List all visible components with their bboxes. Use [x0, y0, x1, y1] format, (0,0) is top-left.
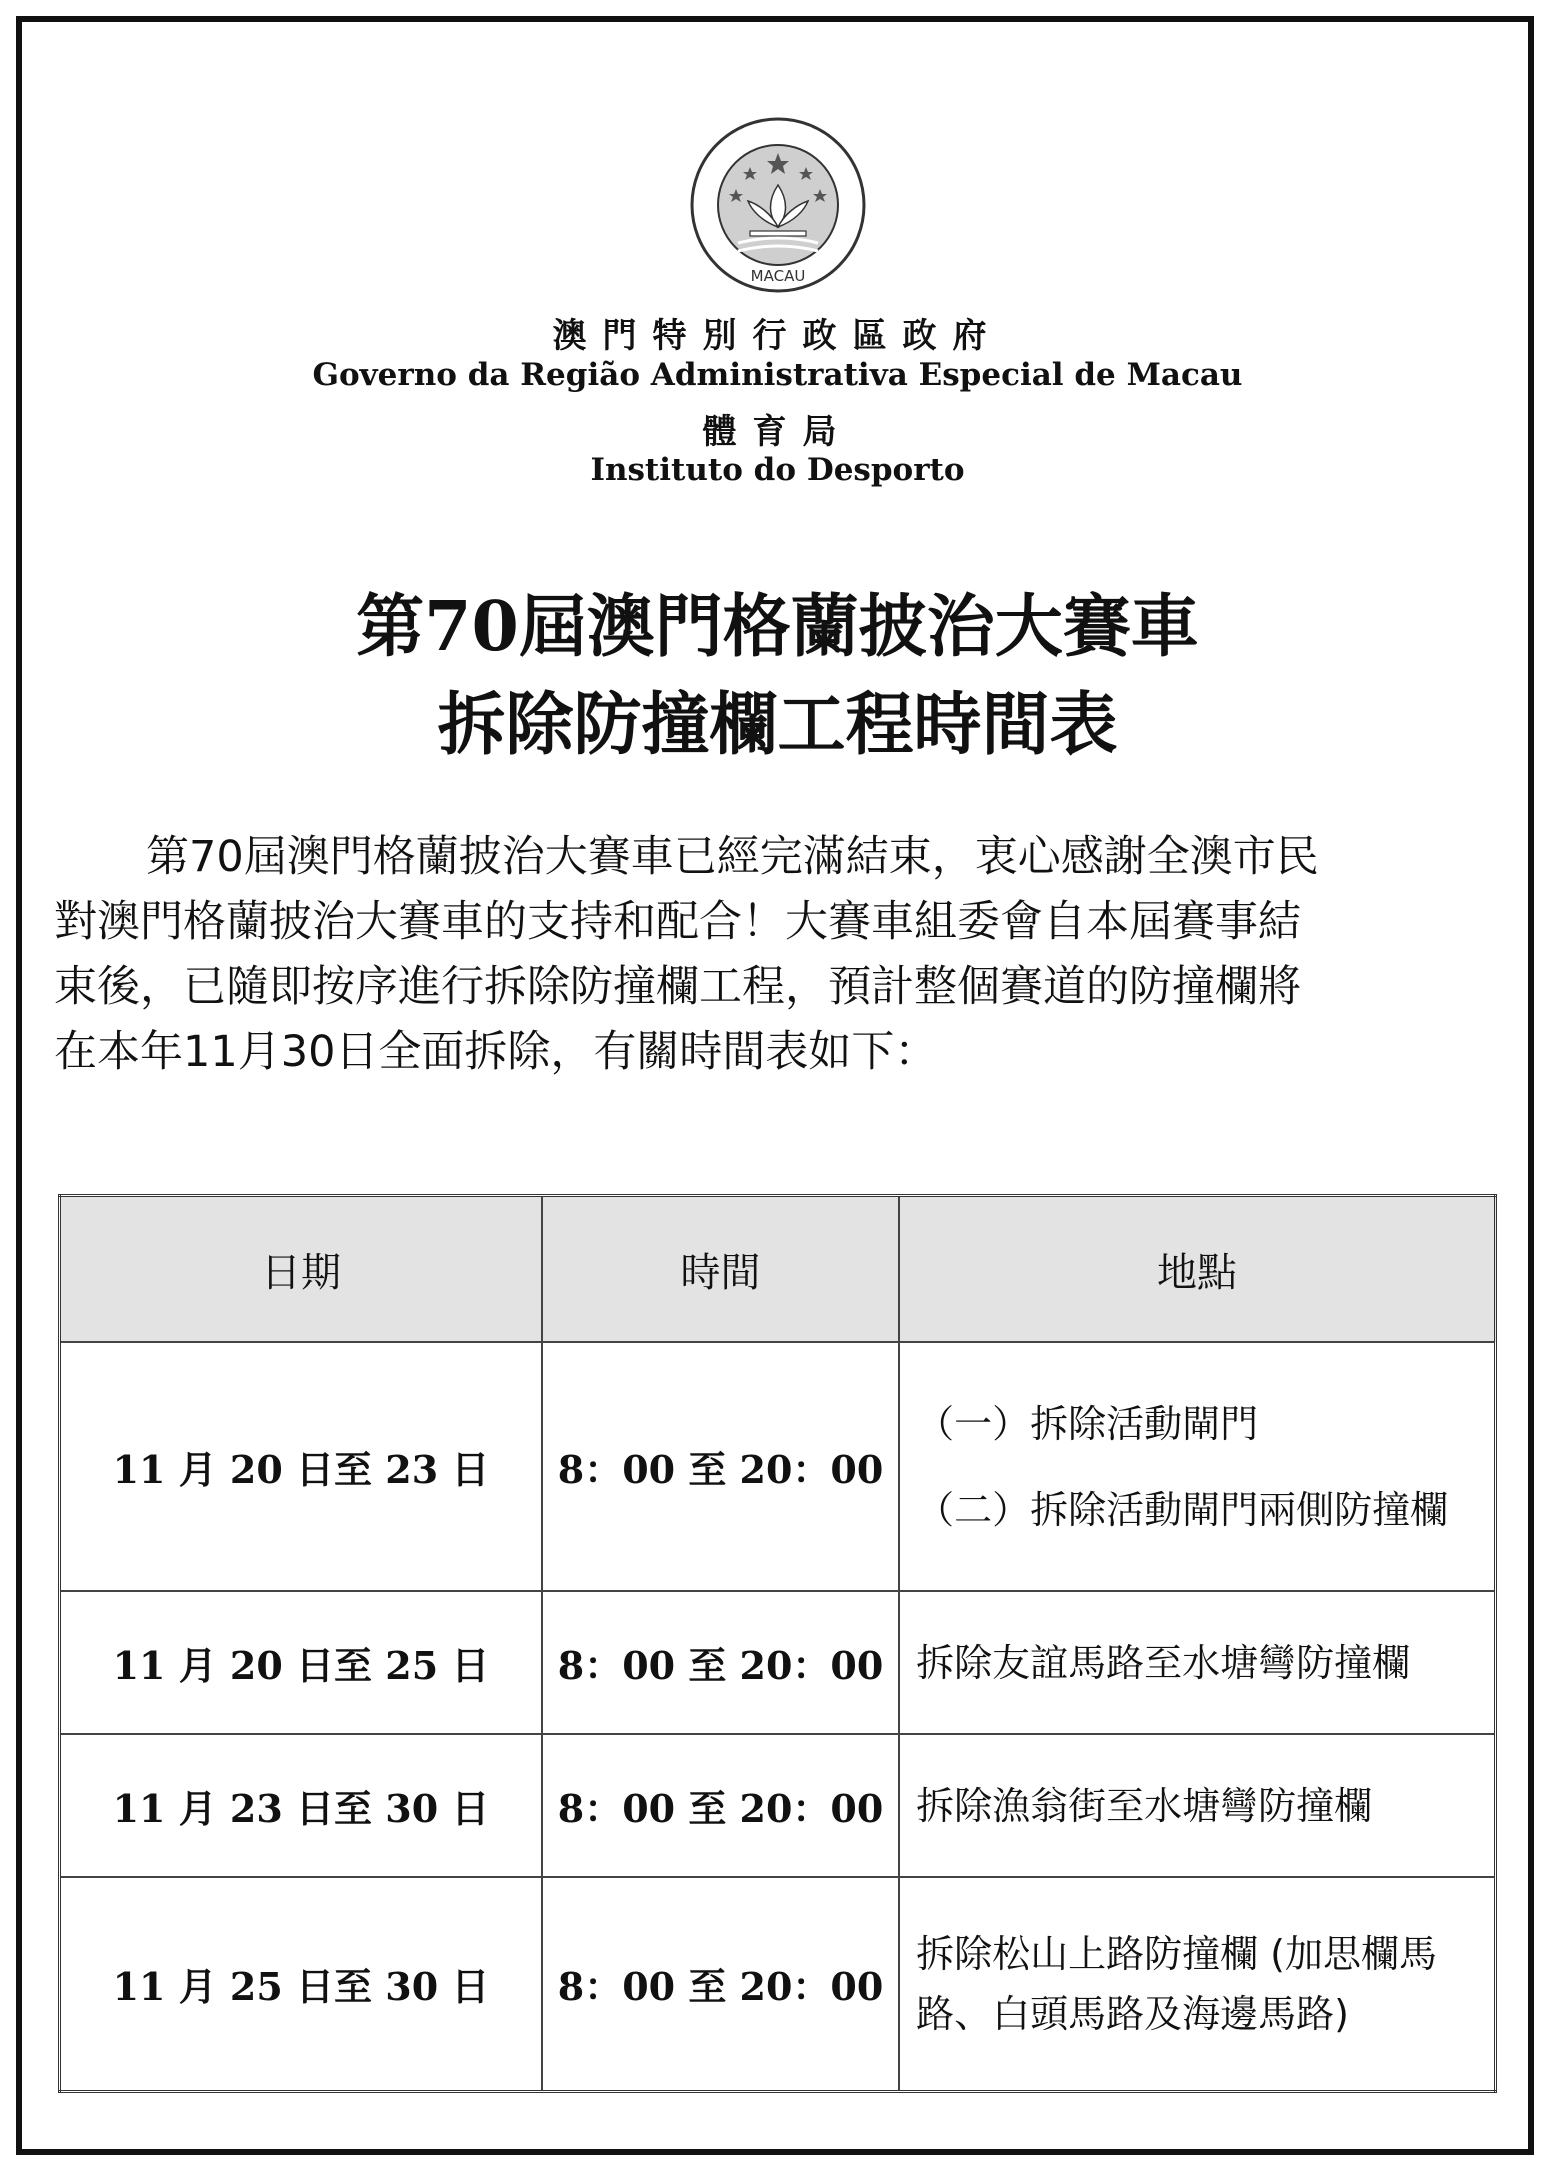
table-row	[60, 1734, 1496, 1877]
header-location: 地點	[899, 1196, 1495, 1343]
location-line: 路、白頭馬路及海邊馬路)	[916, 1991, 1349, 2036]
table-header-row	[60, 1196, 1496, 1343]
paragraph-line: 對澳門格蘭披治大賽車的支持和配合！大賽車組委會自本屆賽事結	[54, 897, 1301, 947]
cell-location	[899, 1342, 1495, 1591]
location-line: 拆除友誼馬路至水塘彎防撞欄	[916, 1640, 1411, 1685]
paragraph-line: 在本年11月30日全面拆除，有關時間表如下：	[54, 1027, 938, 1077]
table-row	[60, 1342, 1496, 1591]
paragraph-line: 第70屆澳門格蘭披治大賽車已經完滿結束，衷心感謝全澳市民	[146, 832, 1319, 882]
department-name-portuguese: Instituto do Desporto	[590, 452, 965, 488]
government-name-portuguese: Governo da Região Administrativa Especial de Macau	[312, 357, 1243, 393]
location-line: （二）拆除活動閘門兩側防撞欄	[916, 1487, 1449, 1532]
cell-date: 11 月 23 日至 30 日	[60, 1734, 543, 1877]
cell-time: 8：00 至 20：00	[542, 1877, 899, 2091]
government-name-chinese: 澳門特別行政區政府	[552, 316, 1003, 356]
cell-time: 8：00 至 20：00	[542, 1591, 899, 1734]
cell-location	[899, 1734, 1495, 1877]
title-line-2: 拆除防撞欄工程時間表	[437, 685, 1118, 765]
announcement-paragraph	[54, 825, 1504, 1085]
cell-date: 11 月 25 日至 30 日	[60, 1877, 543, 2091]
document-title	[0, 578, 1555, 774]
schedule-table	[58, 1194, 1497, 2093]
department-name-chinese: 體育局	[702, 412, 853, 452]
title-line-1: 第70屆澳門格蘭披治大賽車	[356, 587, 1199, 667]
cell-date: 11 月 20 日至 23 日	[60, 1342, 543, 1591]
location-line: （一）拆除活動閘門	[916, 1401, 1259, 1446]
location-line: 拆除松山上路防撞欄 (加思欄馬	[916, 1931, 1437, 1976]
cell-time: 8：00 至 20：00	[542, 1734, 899, 1877]
paragraph-line: 束後，已隨即按序進行拆除防撞欄工程，預計整個賽道的防撞欄將	[54, 962, 1301, 1012]
table-row	[60, 1591, 1496, 1734]
cell-time: 8：00 至 20：00	[542, 1342, 899, 1591]
location-line: 拆除漁翁街至水塘彎防撞欄	[916, 1783, 1373, 1828]
header-date: 日期	[60, 1196, 543, 1343]
cell-location	[899, 1877, 1495, 2091]
header-time: 時間	[542, 1196, 899, 1343]
emblem-motto: MACAU	[750, 267, 806, 285]
table-row	[60, 1877, 1496, 2091]
macau-emblem-icon	[688, 115, 868, 295]
cell-date: 11 月 20 日至 25 日	[60, 1591, 543, 1734]
cell-location	[899, 1591, 1495, 1734]
